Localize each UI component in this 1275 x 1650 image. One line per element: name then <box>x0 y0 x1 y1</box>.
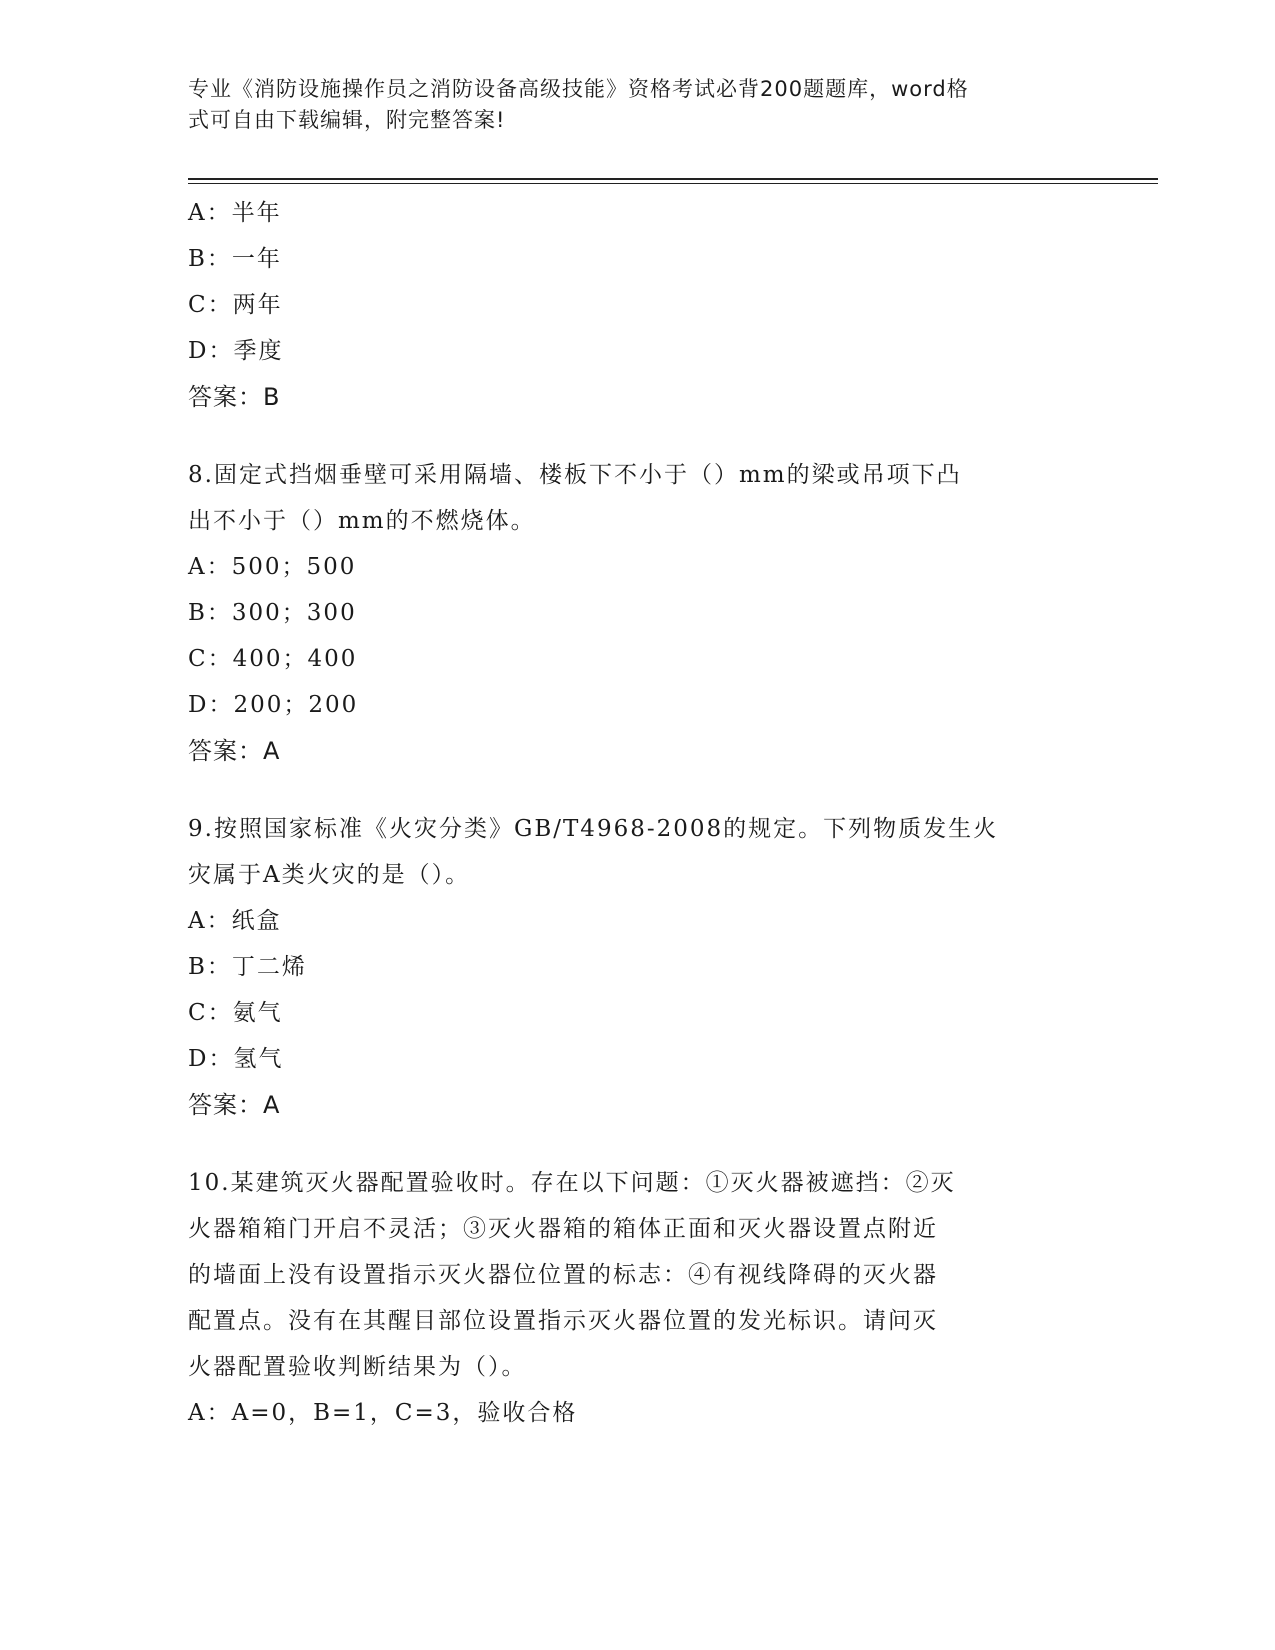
question-stem: 配置点。没有在其醒目部位设置指示灭火器位置的发光标识。请问灭 <box>188 1308 938 1334</box>
option-b: B：丁二烯 <box>188 954 307 980</box>
option-a: A：半年 <box>188 200 282 226</box>
option-d: D：季度 <box>188 338 284 364</box>
option-a: A：A=0，B=1，C=3，验收合格 <box>188 1400 578 1426</box>
option-d: D：200；200 <box>188 692 359 718</box>
question-9 <box>188 806 1088 1128</box>
question-stem: 10.某建筑灭火器配置验收时。存在以下问题：①灭火器被遮挡：②灭 <box>188 1170 956 1196</box>
header-rule-thick <box>188 178 1158 180</box>
question-7 <box>188 190 1088 420</box>
option-c: C：氨气 <box>188 1000 283 1026</box>
option-d: D：氢气 <box>188 1046 284 1072</box>
answer: 答案：A <box>188 1091 281 1119</box>
question-stem: 灾属于A类火灾的是（）。 <box>188 862 471 888</box>
option-b: B：300；300 <box>188 600 357 626</box>
answer: 答案：B <box>188 383 281 411</box>
answer: 答案：A <box>188 737 281 765</box>
header-line-2: 式可自由下载编辑，附完整答案! <box>188 108 506 132</box>
question-stem: 9.按照国家标准《火灾分类》GB/T4968-2008的规定。下列物质发生火 <box>188 816 999 842</box>
question-8 <box>188 452 1088 774</box>
option-c: C：400；400 <box>188 646 358 672</box>
question-stem: 出不小于（）mm的不燃烧体。 <box>188 508 536 534</box>
question-stem: 火器箱箱门开启不灵活；③灭火器箱的箱体正面和灭火器设置点附近 <box>188 1216 938 1242</box>
option-a: A：500；500 <box>188 554 357 580</box>
question-stem: 的墙面上没有设置指示灭火器位位置的标志：④有视线降碍的灭火器 <box>188 1262 938 1288</box>
option-b: B：一年 <box>188 246 282 272</box>
question-content <box>188 190 1088 1436</box>
option-a: A：纸盒 <box>188 908 282 934</box>
question-10 <box>188 1160 1088 1436</box>
document-header <box>188 74 1068 136</box>
option-c: C：两年 <box>188 292 283 318</box>
question-stem: 8.固定式挡烟垂壁可采用隔墙、楼板下不小于（）mm的梁或吊项下凸 <box>188 462 962 488</box>
header-rule-thin <box>188 183 1158 184</box>
header-line-1: 专业《消防设施操作员之消防设备高级技能》资格考试必背200题题库，word格 <box>188 77 969 101</box>
question-stem: 火器配置验收判断结果为（）。 <box>188 1354 527 1380</box>
